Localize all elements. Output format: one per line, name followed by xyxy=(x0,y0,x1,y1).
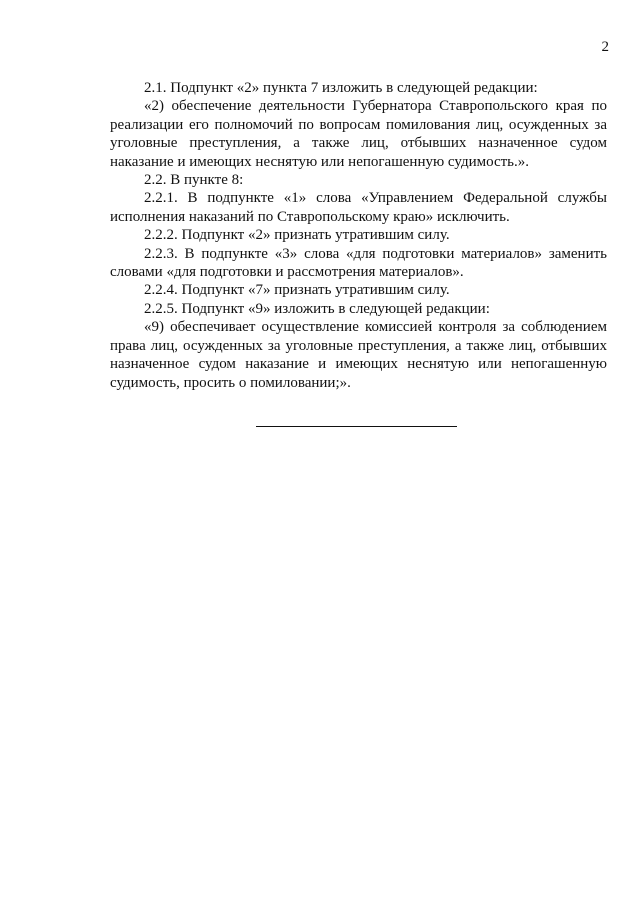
paragraph-2-1: 2.1. Подпункт «2» пункта 7 изложить в следующей редакции: xyxy=(144,80,538,96)
paragraph-2-2: 2.2. В пункте 8: xyxy=(144,172,244,189)
document-body xyxy=(110,79,607,392)
paragraph-2-2-3: 2.2.3. В подпункте «3» слова «для подготовки материалов» заменить словами «для подготовки и рассмотрения материалов». xyxy=(110,245,607,281)
paragraph-2-1-text: «2) обеспечение деятельности Губернатора Ставропольского края по реализации его полномочий по вопросам помилования лиц, осужденных за уголовные преступления, а также лиц, отбывших назначенное судом наказание и имеющих неснятую или непогашенную судимость.». xyxy=(110,98,607,170)
paragraph-2-2-1: 2.2.1. В подпункте «1» слова «Управлением Федеральной службы исполнения наказаний по Ставропольскому краю» исключить. xyxy=(110,190,607,225)
paragraph-2-2-2: 2.2.2. Подпункт «2» признать утратившим силу. xyxy=(144,227,450,244)
page-number: 2 xyxy=(601,39,609,55)
paragraph-2-2-4: 2.2.4. Подпункт «7» признать утратившим силу. xyxy=(144,282,450,299)
paragraph-2-2-5: 2.2.5. Подпункт «9» изложить в следующей редакции: xyxy=(144,300,490,317)
paragraph-2-2-5-text: «9) обеспечивает осуществление комиссией контроля за соблюдением права лиц, осужденных за уголовные преступления, а также лиц, отбывших назначенное судом наказание и имеющих неснятую или непогашенную судимость, просить о помиловании;». xyxy=(110,319,607,391)
closing-separator-line xyxy=(256,426,457,427)
